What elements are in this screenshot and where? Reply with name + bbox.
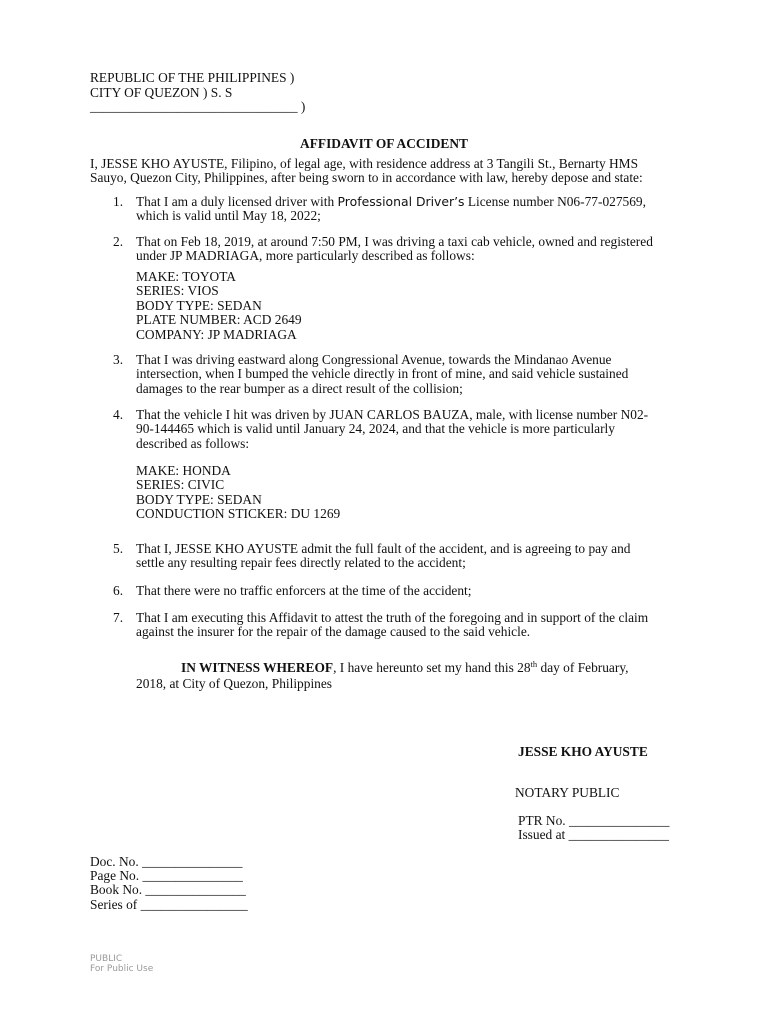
- list-item-text-part: Professional Driver’s: [337, 194, 465, 209]
- list-item-text: [136, 195, 673, 209]
- list-item-text: That the vehicle I hit was driven by JUAN CARLOS BAUZA, male, with license number N02-: [136, 407, 649, 422]
- list-item-text: described as follows:: [136, 435, 250, 451]
- issued-at-field: Issued at _______________: [518, 827, 670, 842]
- vehicle-2-make: MAKE: HONDA: [136, 463, 231, 478]
- witness-text: , I have hereunto set my hand this 28: [333, 660, 531, 675]
- classification-label: PUBLIC: [90, 954, 123, 964]
- classification-use-label: For Public Use: [90, 964, 154, 974]
- list-item-text: under JP MADRIAGA, more particularly described as follows:: [136, 248, 475, 264]
- doc-number-field: Doc. No. _______________: [90, 854, 243, 869]
- list-item-text: intersection, when I bumped the vehicle directly in front of mine, and said vehicle sustained: [136, 366, 629, 382]
- vehicle-1-company: COMPANY: JP MADRIAGA: [136, 326, 297, 342]
- witness-text: day of February,: [537, 660, 629, 675]
- witness-clause-line-1: [181, 661, 629, 675]
- vehicle-1-make: MAKE: TOYOTA: [136, 269, 236, 284]
- header-republic-line: REPUBLIC OF THE PHILIPPINES ): [90, 70, 295, 85]
- list-item-text-part: License number N06-77-027569,: [464, 194, 646, 209]
- vehicle-1-plate: PLATE NUMBER: ACD 2649: [136, 312, 302, 328]
- list-item-number: 3.: [113, 352, 124, 367]
- list-item-number: 2.: [113, 234, 124, 249]
- witness-clause-line-2: 2018, at City of Quezon, Philippines: [136, 676, 333, 691]
- series-of-field: Series of ________________: [90, 897, 248, 912]
- list-item-number: 5.: [113, 541, 124, 556]
- witness-ordinal-suffix: th: [530, 659, 538, 669]
- vehicle-2-body-type: BODY TYPE: SEDAN: [136, 491, 262, 507]
- list-item-text: That I was driving eastward along Congressional Avenue, towards the Mindanao Avenue: [136, 352, 612, 367]
- list-item-text: against the insurer for the repair of the damage caused to the said vehicle.: [136, 624, 531, 640]
- vehicle-1-details: [136, 270, 302, 342]
- page-number-field: Page No. _______________: [90, 868, 243, 883]
- notary-public-label: NOTARY PUBLIC: [515, 785, 620, 800]
- list-item-text: settle any resulting repair fees directly related to the accident;: [136, 555, 466, 571]
- witness-heading: IN WITNESS WHEREOF: [181, 660, 334, 675]
- header-blank-line: _______________________________ ): [90, 99, 306, 114]
- vehicle-2-details: [136, 464, 340, 522]
- vehicle-1-series: SERIES: VIOS: [136, 283, 219, 299]
- list-item-text: That I am executing this Affidavit to attest the truth of the foregoing and in support of the claim: [136, 610, 649, 625]
- list-item-number: 7.: [113, 610, 124, 625]
- book-number-field: Book No. _______________: [90, 882, 246, 897]
- list-item-number: 6.: [113, 583, 124, 598]
- list-item-text: damages to the rear bumper as a direct result of the collision;: [136, 380, 463, 396]
- list-item-text: 90-144465 which is valid until January 24, 2024, and that the vehicle is more particularly: [136, 421, 615, 437]
- list-item-text-part: That I am a duly licensed driver with: [136, 194, 338, 209]
- list-item-number: 1.: [113, 194, 124, 209]
- header-city-line: CITY OF QUEZON ) S. S: [90, 85, 233, 100]
- vehicle-1-body-type: BODY TYPE: SEDAN: [136, 297, 262, 313]
- signatory-name: JESSE KHO AYUSTE: [518, 744, 648, 759]
- document-title: AFFIDAVIT OF ACCIDENT: [300, 136, 468, 151]
- list-item-text: which is valid until May 18, 2022;: [136, 208, 321, 224]
- ptr-number-field: PTR No. _______________: [518, 813, 670, 828]
- intro-line-2: Sauyo, Quezon City, Philippines, after being sworn to in accordance with law, hereby depose and state:: [90, 170, 643, 185]
- vehicle-2-conduction-sticker: CONDUCTION STICKER: DU 1269: [136, 506, 341, 522]
- list-item-text: That I, JESSE KHO AYUSTE admit the full fault of the accident, and is agreeing to pay and: [136, 541, 631, 556]
- intro-line-1: I, JESSE KHO AYUSTE, Filipino, of legal age, with residence address at 3 Tangili St., Bernarty HMS: [90, 156, 639, 171]
- list-item-text: That on Feb 18, 2019, at around 7:50 PM, I was driving a taxi cab vehicle, owned and registered: [136, 234, 653, 249]
- list-item-text: That there were no traffic enforcers at the time of the accident;: [136, 583, 472, 598]
- list-item-number: 4.: [113, 407, 124, 422]
- vehicle-2-series: SERIES: CIVIC: [136, 477, 225, 493]
